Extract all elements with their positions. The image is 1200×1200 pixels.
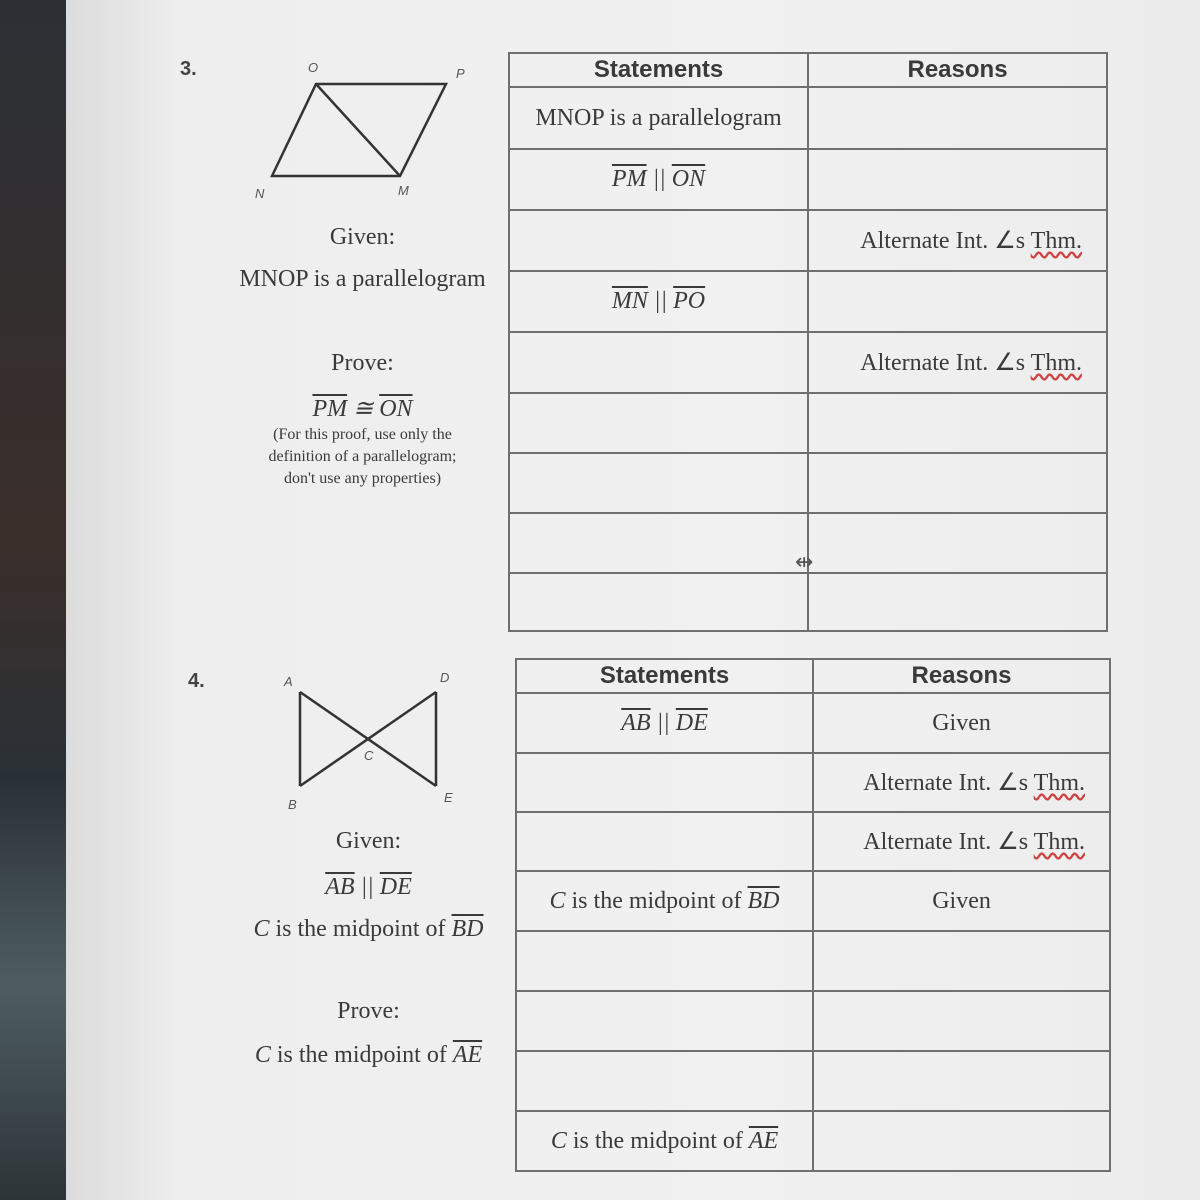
reason-cell[interactable] [813, 812, 1110, 871]
segment-ab: $\overline{AB}$ [621, 709, 651, 736]
midpoint-text: is the midpoint of [269, 916, 452, 942]
segment-ae: $\overline{AE}$ [452, 1042, 483, 1068]
point-c: C [549, 887, 566, 914]
segment-mn: $\overline{MN}$ [611, 288, 648, 314]
reason-cell[interactable] [813, 871, 1110, 931]
midpoint-text: is the midpoint of [565, 887, 748, 914]
given-statement [220, 266, 505, 293]
reason-cell[interactable] [808, 573, 1107, 631]
statement-cell[interactable] [516, 991, 813, 1051]
statement-cell[interactable] [509, 513, 808, 573]
statement-cell[interactable] [516, 931, 813, 991]
congruent-symbol: ≅ [353, 396, 374, 422]
reason-text: Given [932, 709, 991, 736]
statements-header: Statements [516, 659, 813, 693]
reason-cell[interactable] [808, 87, 1107, 149]
parallel-symbol: || [652, 166, 666, 192]
note-line: (For this proof, use only the [273, 426, 452, 443]
segment-bd: $\overline{BD}$ [747, 887, 780, 914]
reason-text: Alternate Int. ∠s [860, 228, 1031, 254]
parallelogram-figure [260, 80, 460, 190]
proof-table-3 [508, 52, 1108, 632]
statement-cell[interactable] [509, 393, 808, 453]
reason-cell[interactable] [813, 991, 1110, 1051]
proof-instruction-note [230, 424, 495, 490]
point-c: C [550, 1127, 567, 1154]
statement-cell[interactable] [516, 871, 813, 931]
reason-cell[interactable] [813, 753, 1110, 812]
segment-po: $\overline{PO}$ [673, 288, 706, 314]
statement-cell[interactable] [509, 573, 808, 631]
proof-table-4 [515, 658, 1111, 1172]
segment-pm: $\overline{PM}$ [312, 396, 348, 422]
problem-number: 3. [180, 58, 197, 80]
given-label: Given: [335, 828, 402, 854]
vertex-label-p: P [456, 66, 465, 81]
reason-cell[interactable] [813, 1051, 1110, 1111]
vertex-label-e: E [444, 790, 453, 805]
vertex-label-d: D [440, 670, 450, 685]
statement-cell[interactable] [509, 453, 808, 513]
note-line: don't use any properties) [283, 470, 442, 487]
bowtie-figure [296, 690, 446, 790]
segment-bd: $\overline{BD}$ [451, 916, 484, 942]
parallel-symbol: || [656, 709, 670, 736]
reason-cell[interactable] [813, 931, 1110, 991]
statement-cell[interactable] [516, 812, 813, 871]
given-midpoint-statement [226, 916, 511, 943]
statement-text: MNOP is a parallelogram [535, 104, 782, 131]
reason-cell[interactable] [808, 453, 1107, 513]
reason-cell[interactable] [808, 210, 1107, 271]
statement-cell[interactable] [509, 87, 808, 149]
reason-cell[interactable] [813, 1111, 1110, 1171]
reasons-header: Reasons [813, 659, 1110, 693]
reason-thm: Thm. [1033, 770, 1085, 796]
reason-text: Alternate Int. ∠s [860, 350, 1031, 376]
given-parallel-statement [236, 874, 501, 901]
vertex-label-n: N [255, 186, 265, 201]
prove-statement [226, 1042, 511, 1069]
reason-text: Given [932, 887, 991, 914]
segment-on: $\overline{ON}$ [671, 166, 706, 192]
statement-cell[interactable] [516, 1111, 813, 1171]
vertex-label-a: A [284, 674, 293, 689]
reason-cell[interactable] [808, 149, 1107, 210]
statement-cell[interactable] [516, 753, 813, 812]
statement-cell[interactable] [509, 149, 808, 210]
reason-text: Alternate Int. ∠s [863, 770, 1034, 796]
vertex-label-o: O [308, 60, 319, 75]
segment-pm: $\overline{PM}$ [611, 166, 647, 192]
reason-thm: Thm. [1030, 228, 1082, 254]
point-c: C [254, 1042, 271, 1068]
reason-cell[interactable] [808, 513, 1107, 573]
reason-thm: Thm. [1033, 829, 1085, 855]
segment-ab: $\overline{AB}$ [325, 874, 355, 900]
reason-cell[interactable] [808, 332, 1107, 393]
statement-cell[interactable] [509, 210, 808, 271]
segment-de: $\overline{DE}$ [675, 709, 708, 736]
note-line: definition of a parallelogram; [268, 448, 457, 465]
prove-statement [230, 394, 495, 423]
statements-header: Statements [509, 53, 808, 87]
statement-cell[interactable] [516, 693, 813, 753]
reason-cell[interactable] [813, 693, 1110, 753]
reasons-header: Reasons [808, 53, 1107, 87]
given-label: Given: [329, 224, 396, 250]
segment-de: $\overline{DE}$ [379, 874, 412, 900]
statement-cell[interactable] [509, 271, 808, 332]
point-c: C [253, 916, 270, 942]
parallel-symbol: || [360, 874, 374, 900]
statement-cell[interactable] [516, 1051, 813, 1111]
midpoint-text: is the midpoint of [270, 1042, 453, 1068]
reason-thm: Thm. [1030, 350, 1082, 376]
statement-cell[interactable] [509, 332, 808, 393]
segment-on: $\overline{ON}$ [379, 396, 413, 422]
reason-cell[interactable] [808, 271, 1107, 332]
prove-label: Prove: [337, 998, 400, 1024]
reason-text: Alternate Int. ∠s [863, 829, 1034, 855]
midpoint-text: is the midpoint of [566, 1127, 749, 1154]
reason-cell[interactable] [808, 393, 1107, 453]
vertex-label-b: B [288, 797, 297, 812]
problem-number: 4. [188, 670, 205, 692]
given-statement-text: MNOP is a parallelogram [239, 266, 486, 292]
parallel-symbol: || [653, 288, 668, 314]
prove-label: Prove: [331, 350, 394, 376]
vertex-label-c: C [364, 748, 374, 763]
segment-ae: $\overline{AE}$ [748, 1127, 779, 1154]
photo-background-edge [0, 0, 66, 1200]
vertex-label-m: M [398, 183, 409, 198]
column-resize-cursor-icon: ⇹ [795, 550, 814, 575]
